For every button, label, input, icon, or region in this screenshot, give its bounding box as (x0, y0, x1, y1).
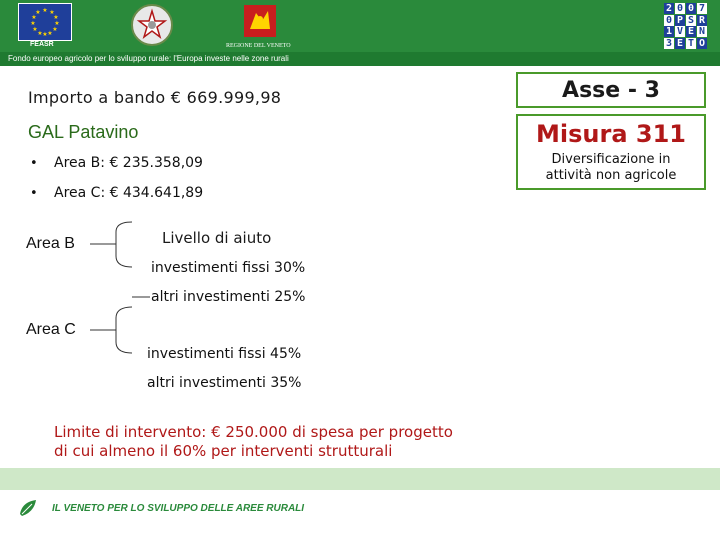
area-b-label: Area B (26, 235, 75, 252)
misura-title: Misura 311 (536, 120, 686, 148)
psr-logo-cell: 3 (665, 37, 673, 49)
eu-fund-label: FEASR (30, 41, 54, 48)
area-b-altri-investimenti: altri investimenti 25% (151, 289, 306, 305)
psr-logo-cell: E (687, 26, 695, 37)
misura-box (516, 114, 706, 190)
asse-label: Asse - 3 (562, 78, 660, 103)
svg-text:★: ★ (32, 26, 38, 33)
area-c-bracket (90, 307, 132, 353)
svg-text:★: ★ (42, 7, 48, 14)
area-b-amount: Area B: € 235.358,09 (54, 155, 203, 171)
psr-logo-cell: 7 (698, 3, 706, 14)
psr-logo-cell: P (676, 14, 684, 26)
area-c-label: Area C (26, 321, 76, 338)
area-b-investimenti-fissi: investimenti fissi 30% (151, 260, 306, 276)
bullet-icon: • (30, 156, 38, 171)
area-b-bracket (90, 222, 132, 267)
svg-text:★: ★ (49, 9, 55, 16)
limite-line-2: di cui almeno il 60% per interventi strutturali (54, 442, 393, 460)
importo-bando: Importo a bando € 669.999,98 (28, 88, 282, 107)
area-c-investimenti-fissi: investimenti fissi 45% (147, 346, 302, 362)
region-label: REGIONE DEL VENETO (226, 43, 291, 49)
svg-text:★: ★ (54, 20, 60, 27)
svg-text:★: ★ (35, 9, 41, 16)
psr-logo-cell: 1 (665, 26, 673, 37)
limite-intervento (54, 423, 453, 461)
footer-slogan: IL VENETO PER LO SVILUPPO DELLE AREE RURALI (52, 503, 305, 514)
psr-logo-cell: 0 (687, 3, 695, 14)
psr-logo-cell: V (676, 26, 684, 37)
psr-logo-cell: 0 (665, 14, 673, 26)
leaf-icon (16, 496, 40, 520)
misura-description-line-1: Diversificazione in (551, 152, 671, 167)
misura-description-line-2: attività non agricole (545, 168, 677, 183)
svg-text:★: ★ (42, 31, 48, 38)
footer-band (0, 468, 720, 490)
area-c-altri-investimenti: altri investimenti 35% (147, 375, 302, 391)
bullet-icon: • (30, 186, 38, 201)
livello-aiuto-heading: Livello di aiuto (162, 229, 272, 247)
asse-box (516, 72, 706, 108)
svg-text:★: ★ (52, 26, 58, 33)
svg-text:★: ★ (30, 20, 36, 27)
header-caption: Fondo europeo agricolo per lo sviluppo rurale: l'Europa investe nelle zone rurali (8, 54, 289, 63)
misura-description (518, 152, 704, 184)
svg-text:★: ★ (31, 14, 37, 21)
psr-logo-cell: S (687, 14, 695, 26)
area-c-amount: Area C: € 434.641,89 (54, 185, 204, 201)
limite-line-1: Limite di intervento: € 250.000 di spesa per progetto (54, 423, 453, 441)
svg-text:★: ★ (53, 14, 59, 21)
psr-logo-cell: E (676, 37, 684, 49)
psr-logo-cell: 2 (665, 3, 673, 14)
svg-text:★: ★ (47, 30, 53, 37)
psr-logo-cell: 0 (676, 3, 684, 14)
svg-text:★: ★ (37, 30, 43, 37)
psr-logo-cell: O (698, 37, 706, 49)
psr-logo-cell: N (698, 26, 706, 37)
gal-title: GAL Patavino (28, 122, 139, 142)
psr-logo-cell: R (698, 14, 706, 26)
psr-logo-cell: T (687, 37, 695, 49)
